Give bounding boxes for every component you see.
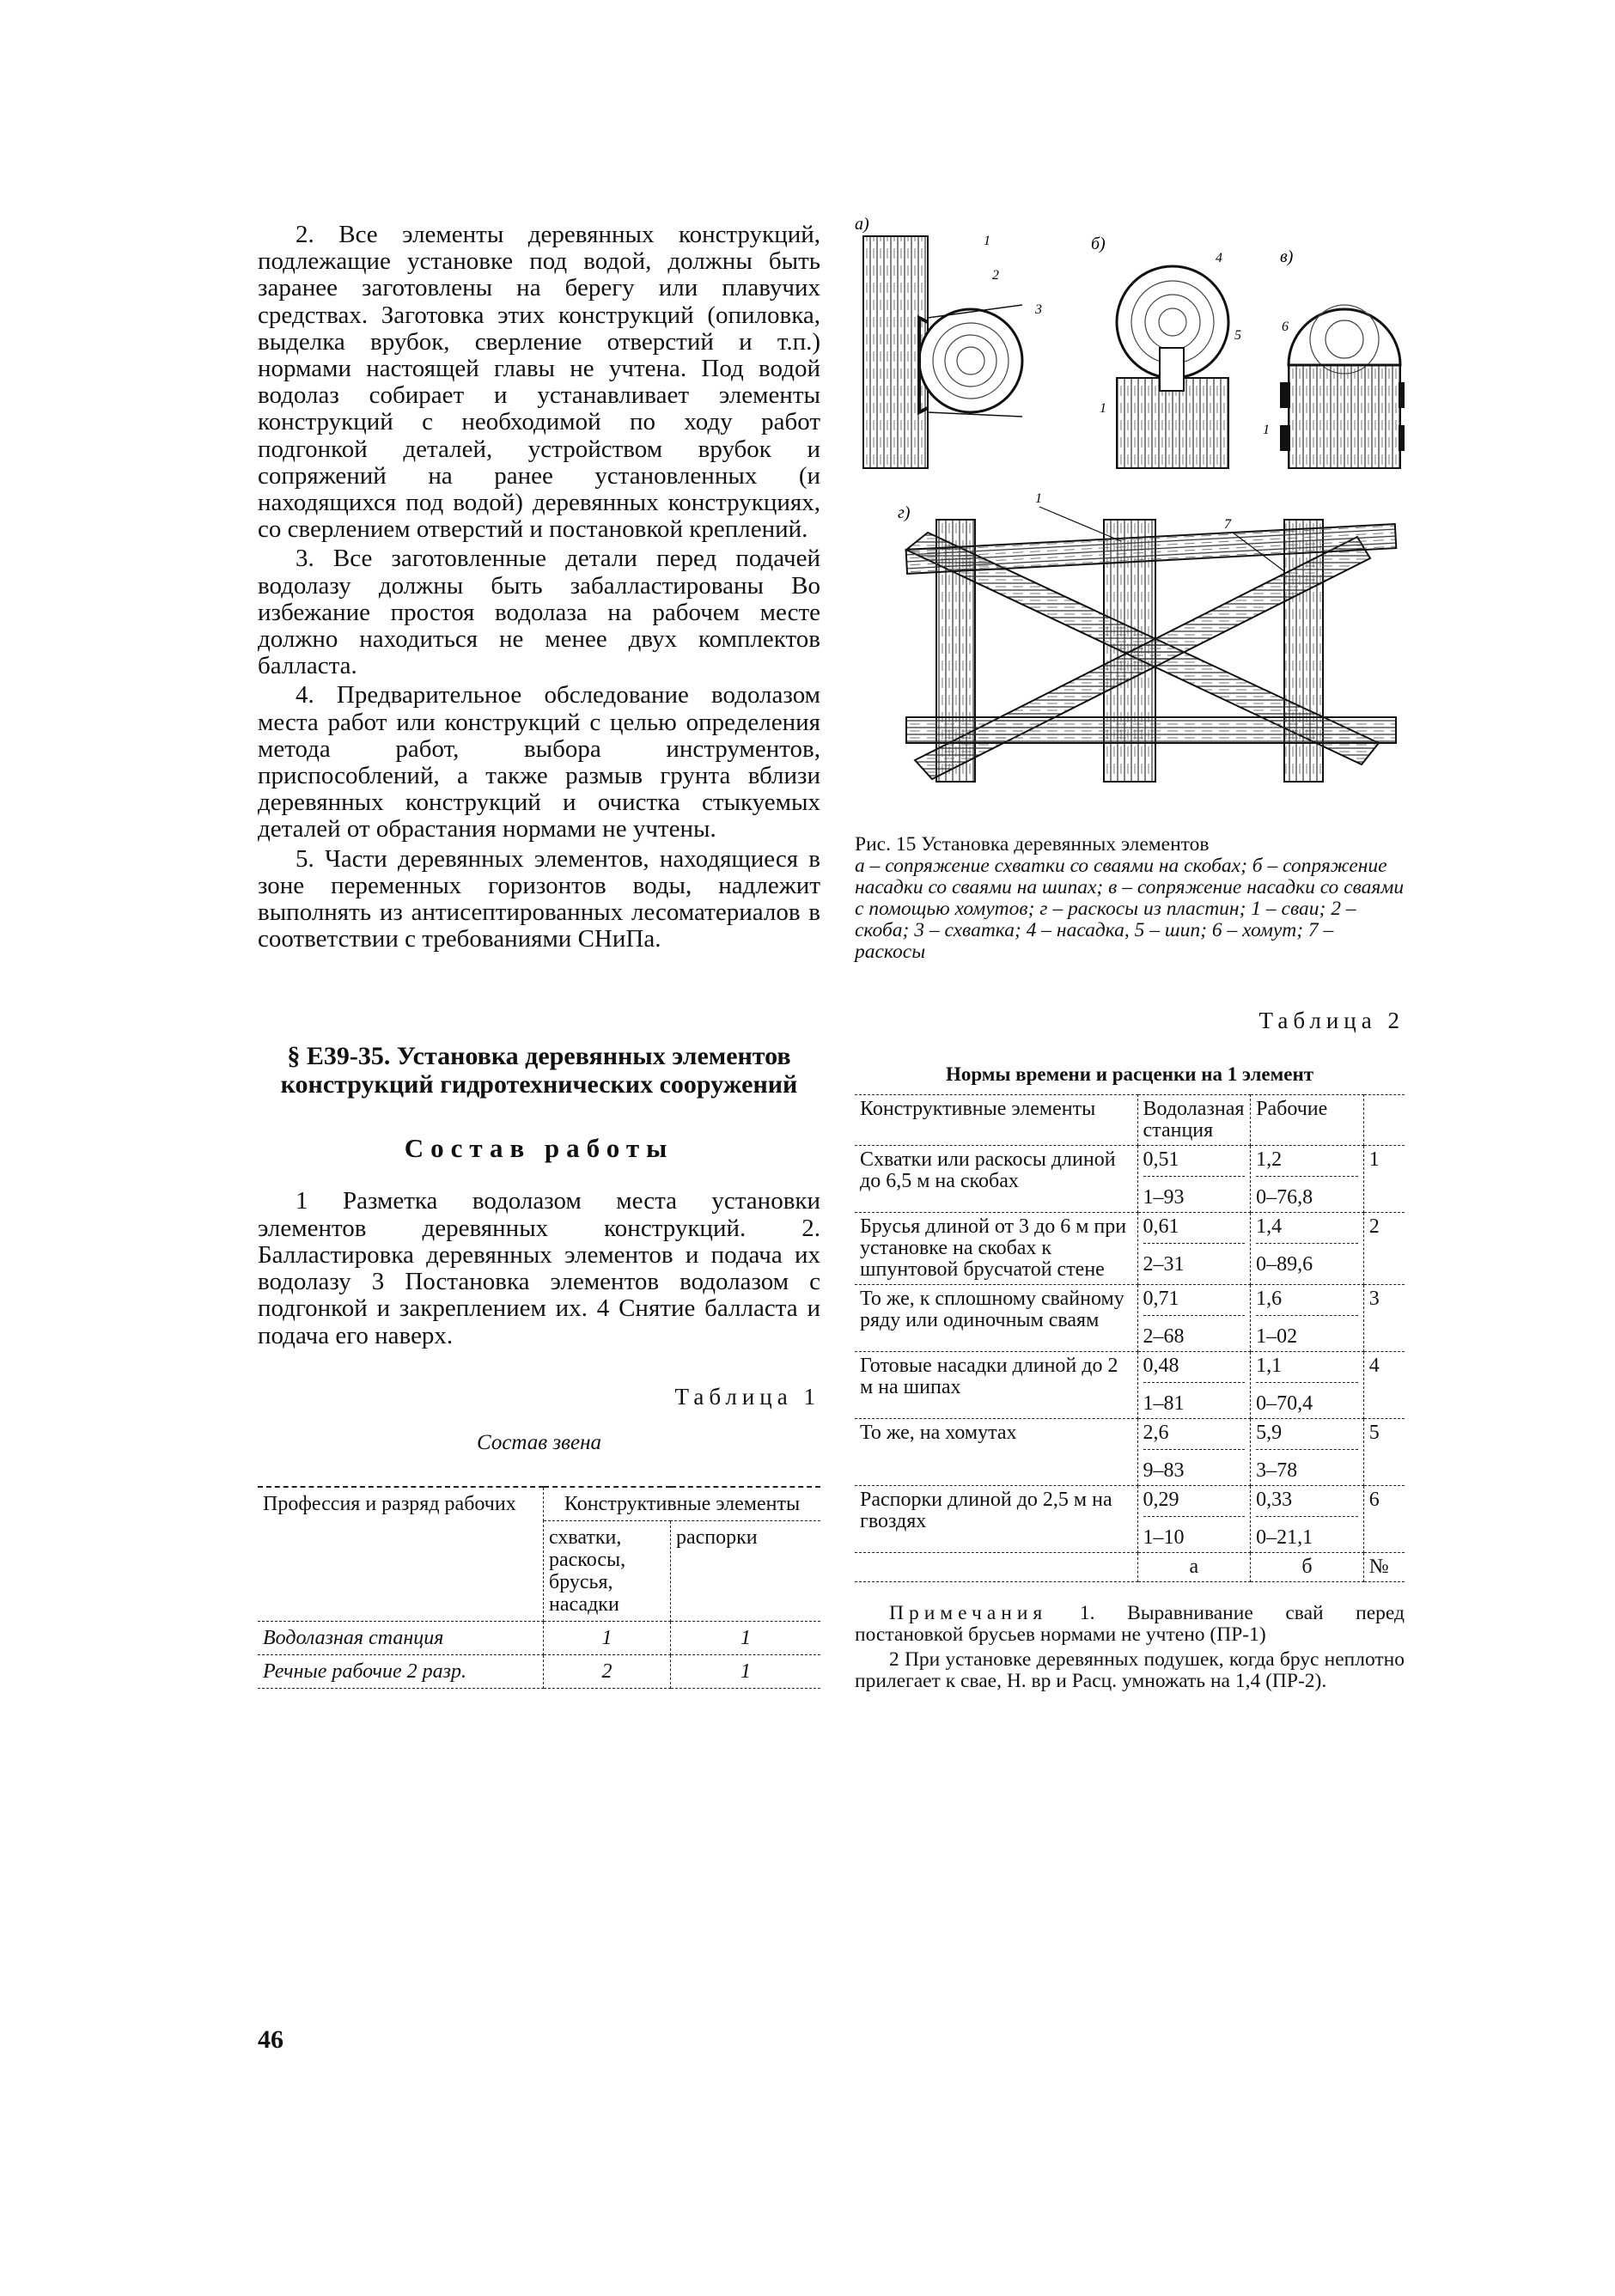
note-2: 2 При установке деревянных подушек, когда брус неплотно прилегает к свае, Н. вр и Расц. умножать на 1,4 (ПР-2). <box>855 1648 1405 1692</box>
paragraph-2: 2. Все элементы деревянных конструкций, подлежащие установке под водой, должны быть заранее заготовлены на берегу или плавучих средствах. Заготовка этих конструкций (опиловка, выделка врубок, сверление отверстий и т.п.) нормами настоящей главы не учтена. Под водой водолаз собирает и устанавливает элементы конструкций с необходимой по ходу работ подгонкой деталей, устройством врубок и сопряжений на ранее установленных (и находящихся под водой) деревянных конструкциях, со сверлением отверстий и постановкой креплений. <box>258 221 820 544</box>
clamp-log-a <box>919 309 1022 412</box>
caption-body: а – сопряжение схватки со сваями на скобах; б – сопряжение насадки со сваями на шипах; в – сопряжение насадки со сваями с помощью хомутов; г – раскосы из пластин; 1 – сваи; 2 – скоба; 3 – схватка; 4 – насадка, 5 – шип; 6 – хомут; 7 – раскосы <box>855 855 1405 963</box>
table-row <box>855 1146 1405 1213</box>
wooden-elements-drawing <box>855 210 1405 812</box>
table-row <box>258 1621 820 1654</box>
figure-caption <box>855 834 1405 963</box>
price: 2–31 <box>1143 1253 1185 1276</box>
clamp-v <box>1280 382 1290 408</box>
norm-time: 1,1 <box>1256 1355 1358 1383</box>
row-name: То же, к сплошному свайному ряду или одиночным сваям <box>855 1285 1137 1352</box>
norm-time: 0,33 <box>1256 1489 1358 1517</box>
table-row <box>258 1654 820 1688</box>
row-number: 6 <box>1363 1486 1405 1553</box>
norm-time: 0,51 <box>1143 1149 1246 1177</box>
table1-title: Состав звена <box>476 1430 601 1454</box>
row-number: 2 <box>1363 1213 1405 1285</box>
label-g: г) <box>898 503 911 522</box>
paragraph-5: 5. Части деревянных элементов, находящиеся в зоне переменных горизонтов воды, надлежит выполнять из антисептированных лесоматериалов в соответствии с требованиями СНиПа. <box>258 844 820 953</box>
footer-col-number: № <box>1363 1553 1405 1582</box>
row-number: 5 <box>1363 1419 1405 1486</box>
price: 3–78 <box>1256 1459 1298 1482</box>
table2-label: Таблица 2 <box>1258 1008 1405 1033</box>
table-row <box>855 1352 1405 1419</box>
row-name: Водолазная станция <box>258 1621 544 1654</box>
row-value: 1 <box>671 1621 821 1654</box>
row-value: 1 <box>671 1654 821 1688</box>
footer-col-a: а <box>1137 1553 1251 1582</box>
svg-text:7: 7 <box>1224 517 1231 532</box>
norm-time: 1,4 <box>1256 1216 1358 1244</box>
price: 1–02 <box>1256 1325 1298 1348</box>
norm-time: 1,2 <box>1256 1149 1358 1177</box>
horizontal-board-bottom <box>906 717 1396 743</box>
notes-label: Примечания <box>889 1602 1048 1624</box>
note-1-text: 1. Выравнивание свай перед постановкой брусьев нормами не учтено (ПР-1) <box>855 1602 1405 1646</box>
row-number: 1 <box>1363 1146 1405 1213</box>
composition-heading: Состав работы <box>404 1133 674 1164</box>
price: 1–10 <box>1143 1526 1185 1549</box>
svg-text:2: 2 <box>992 268 999 283</box>
price: 0–89,6 <box>1256 1253 1313 1276</box>
norm-time: 1,6 <box>1256 1288 1358 1316</box>
norm-time: 0,48 <box>1143 1355 1246 1383</box>
svg-text:1: 1 <box>984 234 990 248</box>
table1-label: Таблица 1 <box>674 1383 820 1410</box>
price: 0–70,4 <box>1256 1392 1313 1415</box>
pile-v <box>1289 365 1400 468</box>
svg-text:1: 1 <box>1035 491 1042 506</box>
svg-text:6: 6 <box>1282 320 1289 334</box>
left-column <box>258 222 820 1689</box>
header-elements: Конструктивные элементы <box>544 1487 821 1521</box>
table-header-row <box>855 1095 1405 1146</box>
norms-table <box>855 1094 1405 1582</box>
table-row <box>855 1285 1405 1352</box>
norm-time: 0,29 <box>1143 1489 1246 1517</box>
header-diving-station: Водолазная станция <box>1137 1095 1251 1146</box>
section-heading: § Е39-35. Установка деревянных элементов конструкций гидротехнических сооружений <box>280 1042 798 1099</box>
svg-text:3: 3 <box>1035 302 1042 317</box>
row-name: Готовые насадки длиной до 2 м на шипах <box>855 1352 1137 1419</box>
caption-title: Рис. 15 Установка деревянных элементов <box>855 833 1210 856</box>
svg-text:5: 5 <box>1234 328 1241 343</box>
row-value: 1 <box>544 1621 671 1654</box>
norm-time: 0,71 <box>1143 1288 1246 1316</box>
row-name: Схватки или раскосы длиной до 6,5 м на скобах <box>855 1146 1137 1213</box>
label-b: б) <box>1091 234 1106 253</box>
row-name: Распорки длиной до 2,5 м на гвоздях <box>855 1486 1137 1553</box>
figure-15 <box>855 210 1405 812</box>
price: 1–81 <box>1143 1392 1185 1415</box>
right-column <box>855 210 1405 1692</box>
table-row <box>855 1213 1405 1285</box>
note-1 <box>855 1603 1405 1646</box>
row-number: 3 <box>1363 1285 1405 1352</box>
svg-text:1: 1 <box>1100 401 1106 416</box>
paragraph-3: 3. Все заготовленные детали перед подачей водолазу должны быть забалластированы Во избежание простоя водолаза на рабочем месте должно находиться не менее двух комплектов балласта. <box>258 545 820 680</box>
svg-text:4: 4 <box>1216 251 1222 265</box>
subheader-col1: схватки, раскосы, брусья, насадки <box>544 1520 671 1621</box>
footer-col-b: б <box>1251 1553 1364 1582</box>
row-number: 4 <box>1363 1352 1405 1419</box>
subheader-col2: распорки <box>671 1520 821 1621</box>
price: 1–93 <box>1143 1186 1185 1209</box>
price: 0–21,1 <box>1256 1526 1313 1549</box>
page-number: 46 <box>258 2025 283 2054</box>
svg-text:1: 1 <box>1263 423 1270 437</box>
table-row <box>855 1486 1405 1553</box>
row-value: 2 <box>544 1654 671 1688</box>
composition-text: 1 Разметка водолазом места установки элементов деревянных конструкций. 2. Балластировка деревянных элементов и подача их водолазу 3 Постановка элементов водолазом с подгонкой и закреплением их. 4 Снятие балласта и подача его наверх. <box>258 1187 820 1349</box>
row-name: Брусья длиной от 3 до 6 м при установке на скобах к шпунтовой брусчатой стене <box>855 1213 1137 1285</box>
tenon-b <box>1160 348 1184 391</box>
header-number <box>1363 1095 1405 1146</box>
norm-time: 2,6 <box>1143 1422 1246 1450</box>
table-row <box>855 1419 1405 1486</box>
row-name: Речные рабочие 2 разр. <box>258 1654 544 1688</box>
norm-time: 5,9 <box>1256 1422 1358 1450</box>
table2-title: Нормы времени и расценки на 1 элемент <box>945 1063 1314 1085</box>
price: 0–76,8 <box>1256 1186 1313 1209</box>
crew-table <box>258 1486 820 1689</box>
paragraph-4: 4. Предварительное обследование водолазом места работ или конструкций с целью определения метода работ, выбора инструментов, приспособлений, а также размыв грунта вблизи деревянных конструкций и очистка стыкуемых деталей от обрастания нормами не учтены. <box>258 681 820 843</box>
norm-time: 0,61 <box>1143 1216 1246 1244</box>
header-workers: Рабочие <box>1251 1095 1364 1146</box>
label-a: а) <box>855 215 869 234</box>
cap-log-v <box>1289 309 1400 365</box>
table-footer-row <box>855 1553 1405 1582</box>
header-elements: Конструктивные элементы <box>855 1095 1137 1146</box>
header-profession: Профессия и разряд рабочих <box>258 1487 544 1622</box>
price: 9–83 <box>1143 1459 1185 1482</box>
price: 2–68 <box>1143 1325 1185 1348</box>
row-name: То же, на хомутах <box>855 1419 1137 1486</box>
label-v: в) <box>1280 247 1294 266</box>
